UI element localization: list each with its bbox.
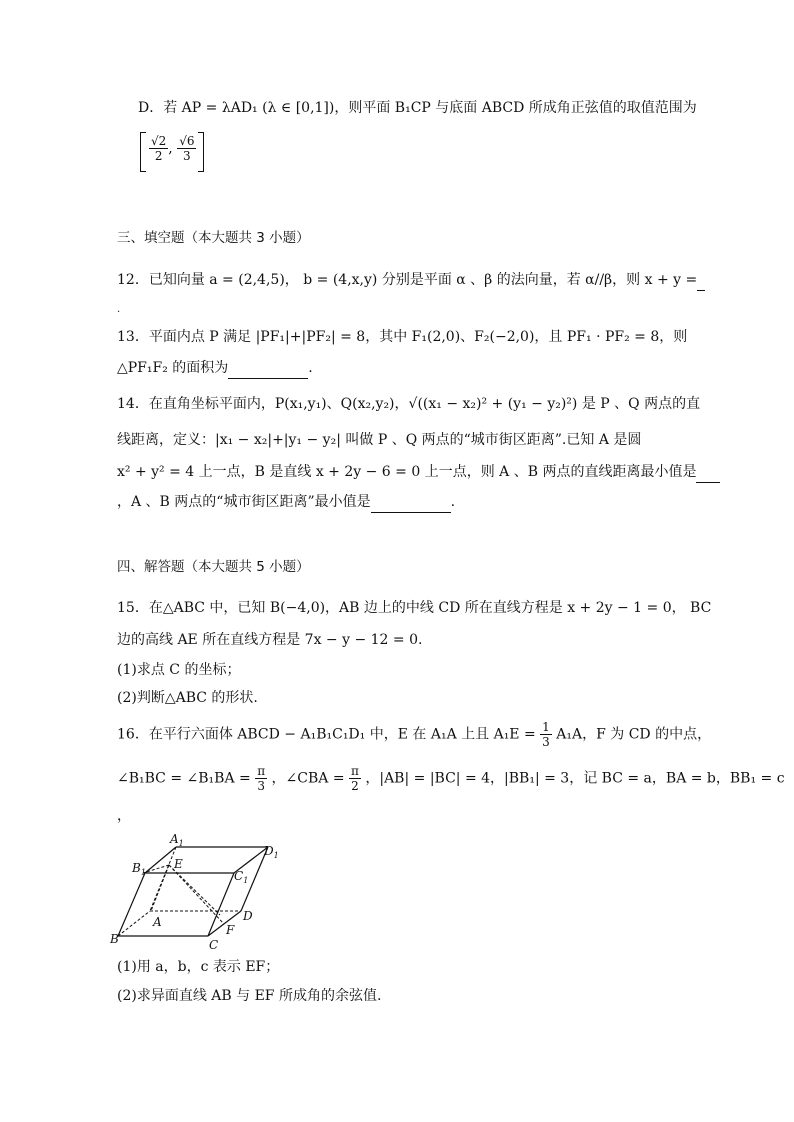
q13-line-1: 13．平面内点 P 满足 |PF₁|+|PF₂| = 8，其中 F₁(2,0)、F₂(−2,0)，且 PF₁ · PF₂ = 8，则 bbox=[117, 329, 688, 345]
q15-part-1: (1)求点 C 的坐标； bbox=[117, 662, 241, 678]
q14-line-2: 线距离，定义：|x₁ − x₂|+|y₁ − y₂| 叫做 P 、Q 两点的“城市街区距离”.已知 A 是圆 bbox=[117, 432, 642, 448]
range-den-1: 2 bbox=[154, 149, 163, 163]
q13-line-2 bbox=[117, 358, 313, 379]
range-fraction-1 bbox=[149, 134, 168, 163]
q16-text-1b: A₁A，F 为 CD 的中点， bbox=[556, 726, 712, 743]
q13-text-2: △PF₁F₂ 的面积为 bbox=[117, 360, 229, 376]
segment-e-a-hidden bbox=[151, 865, 169, 911]
q16-frac1-num: 1 bbox=[542, 720, 550, 734]
q14-text-4: ，A 、B 两点的“城市街区距离”最小值是 bbox=[117, 494, 371, 510]
label-C1: $C_1$ bbox=[234, 869, 249, 885]
label-D: D bbox=[243, 909, 253, 923]
q16-line-2 bbox=[117, 764, 785, 793]
q14-end: . bbox=[450, 494, 456, 510]
q16-part-2: (2)求异面直线 AB 与 EF 所成角的余弦值. bbox=[117, 988, 382, 1004]
q14-line-3 bbox=[117, 462, 720, 483]
q12-answer-blank bbox=[697, 270, 705, 291]
q14-line-4 bbox=[117, 492, 455, 513]
label-F: F bbox=[226, 923, 235, 937]
label-B1: $B_1$ bbox=[132, 861, 146, 877]
q16-fraction-2 bbox=[255, 764, 267, 793]
q16-text-1a: 16．在平行六面体 ABCD − A₁B₁C₁D₁ 中，E 在 A₁A 上且 A₁E = bbox=[117, 726, 536, 743]
q15-part-2: (2)判断△ABC 的形状. bbox=[117, 690, 258, 706]
q16-part-1: (1)用 a，b，c 表示 EF； bbox=[117, 959, 280, 975]
edge-b1-b bbox=[118, 873, 145, 936]
q16-fraction-1 bbox=[540, 720, 552, 749]
parallelepiped-figure bbox=[110, 830, 290, 952]
range-fraction-2 bbox=[177, 134, 196, 163]
q16-frac2-den: 3 bbox=[257, 779, 265, 793]
segment-e-f-hidden bbox=[169, 865, 224, 924]
q16-frac3-den: 2 bbox=[351, 779, 359, 793]
label-C: C bbox=[209, 938, 219, 952]
label-E: E bbox=[174, 857, 183, 871]
edge-b1-a1 bbox=[145, 847, 176, 873]
label-A: A bbox=[153, 915, 162, 929]
q14-answer-blank-2 bbox=[371, 492, 451, 513]
range-num-2: √6 bbox=[179, 134, 195, 148]
range-bracket: $\frac{√2}{2}$ , $\frac{√6}{3}$ bbox=[140, 132, 204, 172]
q16-text-2b: ，∠CBA = bbox=[271, 770, 345, 787]
q16-line-1 bbox=[117, 720, 711, 749]
q16-fraction-3 bbox=[349, 764, 361, 793]
q13-end: . bbox=[308, 360, 313, 376]
q12-line bbox=[117, 270, 705, 291]
q12-tail: . bbox=[117, 304, 121, 315]
range-den-2: 3 bbox=[183, 149, 191, 163]
q14-text-3: x² + y² = 4 上一点，B 是直线 x + 2y − 6 = 0 上一点，则 A 、B 两点的直线距离最小值是 bbox=[117, 464, 697, 480]
q16-frac2-num: π bbox=[257, 764, 266, 778]
q15-line-2: 边的高线 AE 所在直线方程是 7x − y − 12 = 0. bbox=[117, 632, 423, 648]
label-A1: $A_1$ bbox=[170, 832, 184, 848]
label-D1: $D_1$ bbox=[264, 844, 279, 860]
q16-line-3: ， bbox=[117, 808, 131, 824]
section-3-heading: 三、填空题（本大题共 3 小题） bbox=[117, 230, 310, 246]
section-4-heading: 四、解答题（本大题共 5 小题） bbox=[117, 559, 310, 575]
q16-frac3-num: π bbox=[351, 764, 359, 778]
q14-line-1: 14．在直角坐标平面内，P(x₁,y₁)、Q(x₂,y₂)，√((x₁ − x₂)² + (y₁ − y₂)²) 是 P 、Q 两点的直 bbox=[117, 396, 701, 412]
q14-answer-blank-1 bbox=[696, 462, 720, 483]
q15-line-1: 15．在△ABC 中，已知 B(−4,0)，AB 边上的中线 CD 所在直线方程是 x + 2y − 1 = 0， BC bbox=[117, 600, 712, 616]
q16-text-2a: ∠B₁BC = ∠B₁BA = bbox=[117, 770, 251, 787]
q16-text-2c: ，|AB| = |BC| = 4，|BB₁| = 3，记 BC = a，BA = b，BB₁ = c bbox=[365, 770, 785, 787]
q13-answer-blank bbox=[228, 358, 308, 379]
range-num-1: √2 bbox=[151, 134, 167, 148]
option-d-line: D．若 AP = λAD₁ (λ ∈ [0,1])，则平面 B₁CP 与底面 ABCD 所成角正弦值的取值范围为 bbox=[138, 100, 697, 116]
q12-text: 12．已知向量 a = (2,4,5)， b = (4,x,y) 分别是平面 α 、β 的法向量，若 α//β，则 x + y = bbox=[117, 272, 698, 288]
label-B: B bbox=[110, 932, 119, 946]
q16-frac1-den: 3 bbox=[542, 735, 550, 749]
